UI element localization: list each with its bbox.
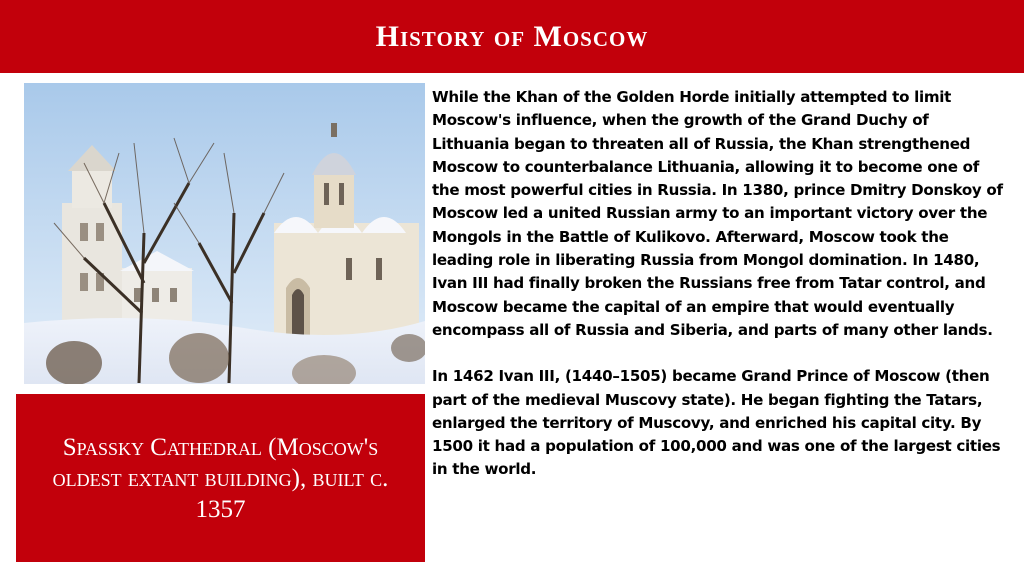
title-bar <box>0 0 1024 73</box>
body-text <box>432 86 1006 505</box>
photo-caption-box <box>16 394 425 562</box>
cathedral-photo <box>24 83 425 384</box>
photo-caption: Spassky Cathedral (Moscow's oldest extant building), built c. 1357 <box>52 433 389 523</box>
paragraph-1: While the Khan of the Golden Horde initially attempted to limit Moscow's influence, when the growth of the Grand Duchy of Lithuania began to threaten all of Russia, the Khan strengthened Moscow to counterbalance Lithuania, allowing it to become one of the most powerful cities in Russia. In 1380, prince Dmitry Donskoy of Moscow led a united Russian army to an important victory over the Mongols in the Battle of Kulikovo. Afterward, Moscow took the leading role in liberating Russia from Mongol domination. In 1480, Ivan III had finally broken the Russians free from Tatar control, and Moscow became the capital of an empire that would eventually encompass all of Russia and Siberia, and parts of many other lands. <box>432 88 1003 339</box>
page-title: History of Moscow <box>375 19 649 53</box>
paragraph-2: In 1462 Ivan III, (1440–1505) became Grand Prince of Moscow (then part of the medieval Muscovy state). He began fighting the Tatars, enlarged the territory of Muscovy, and enriched his capital city. By 1500 it had a population of 100,000 and was one of the largest cities in the world. <box>432 367 1001 479</box>
